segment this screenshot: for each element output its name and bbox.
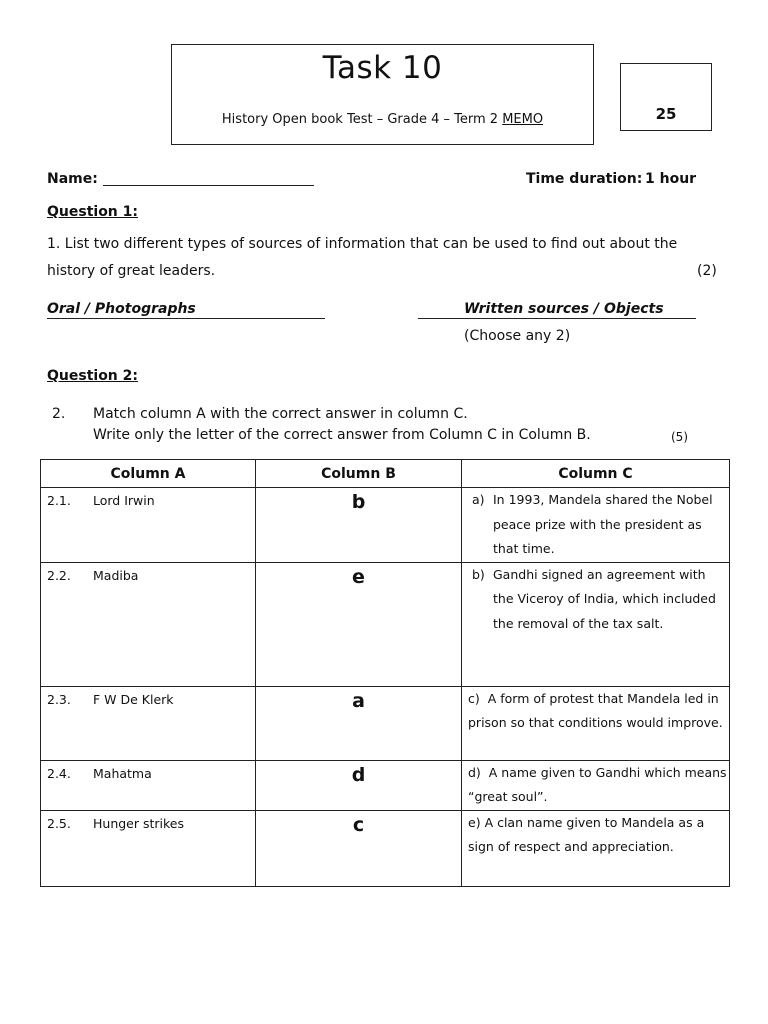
question-1-heading: Question 1: [47, 204, 138, 220]
column-b-answer: e [256, 562, 462, 686]
table-row [41, 562, 730, 686]
column-c-header: Column C [462, 460, 730, 488]
column-b-answer: c [256, 810, 462, 886]
answer-right-objects: Objects [604, 301, 664, 317]
column-a-text: F W De Klerk [93, 691, 174, 707]
row-number: 2.2. [47, 567, 71, 583]
answer-right-written: Written sources / [464, 301, 599, 317]
question-1-marks: (2) [697, 263, 717, 279]
column-c-text: A clan name given to Mandela as a sign of respect and appreciation. [468, 814, 705, 854]
name-label: Name: [47, 171, 98, 187]
column-c-text: In 1993, Mandela shared the Nobel peace prize with the president as that time. [493, 492, 713, 556]
column-c-cell [462, 562, 730, 686]
column-c-label: d) [468, 764, 481, 780]
column-c-label: a) [472, 492, 485, 507]
column-a-cell [41, 562, 256, 686]
column-a-cell [41, 488, 256, 563]
memo-label: MEMO [502, 112, 544, 127]
column-b-answer: b [256, 488, 462, 563]
column-a-cell [41, 686, 256, 760]
test-subtitle [171, 112, 594, 127]
column-c-text: Gandhi signed an agreement with the Viceroy of India, which included the removal of the tax salt. [493, 566, 716, 631]
answer-left: Oral / Photographs [47, 301, 325, 319]
table-row [41, 488, 730, 563]
column-a-text: Lord Irwin [93, 493, 155, 508]
column-c-cell [462, 686, 730, 760]
question-2-number: 2. [52, 406, 66, 422]
time-duration-value: 1 hour [645, 171, 697, 187]
column-a-header: Column A [41, 460, 256, 488]
column-b-answer: a [256, 686, 462, 760]
column-a-text: Madiba [93, 567, 139, 583]
choose-note: (Choose any 2) [464, 328, 571, 344]
matching-table [40, 459, 730, 887]
column-b-answer: d [256, 760, 462, 810]
table-row [41, 760, 730, 810]
page-title: Task 10 [322, 50, 443, 86]
row-number: 2.1. [47, 493, 71, 508]
question-2-heading: Question 2: [47, 368, 138, 384]
time-duration-label: Time duration: [526, 171, 643, 187]
column-c-text: A name given to Gandhi which means “great soul”. [468, 764, 727, 804]
total-score: 25 [655, 105, 677, 123]
question-2-marks: (5) [671, 430, 688, 444]
column-c-text: A form of protest that Mandela led in prison so that conditions would improve. [468, 690, 723, 730]
name-field-line [103, 185, 314, 186]
column-c-label: b) [472, 566, 485, 582]
row-number: 2.4. [47, 765, 71, 781]
question-1-text: 1. List two different types of sources of information that can be used to find out about the [47, 236, 678, 252]
question-2-instruction-2: Write only the letter of the correct answer from Column C in Column B. [93, 427, 591, 443]
question-2-instruction-1: Match column A with the correct answer in column C. [93, 406, 468, 422]
subtitle-text: History Open book Test – Grade 4 – Term 2 [221, 112, 503, 127]
column-c-cell [462, 488, 730, 563]
row-number: 2.5. [47, 815, 71, 831]
column-c-cell [462, 810, 730, 886]
column-a-cell [41, 810, 256, 886]
column-a-text: Mahatma [93, 765, 152, 781]
column-b-header: Column B [256, 460, 462, 488]
row-number: 2.3. [47, 691, 71, 707]
question-1-text-cont: history of great leaders. [47, 263, 216, 279]
table-header-row [41, 460, 730, 488]
column-a-cell [41, 760, 256, 810]
table-row [41, 810, 730, 886]
column-c-label: e) [468, 814, 481, 830]
column-a-text: Hunger strikes [93, 815, 185, 831]
table-row [41, 686, 730, 760]
column-c-label: c) [468, 690, 480, 706]
column-c-cell [462, 760, 730, 810]
